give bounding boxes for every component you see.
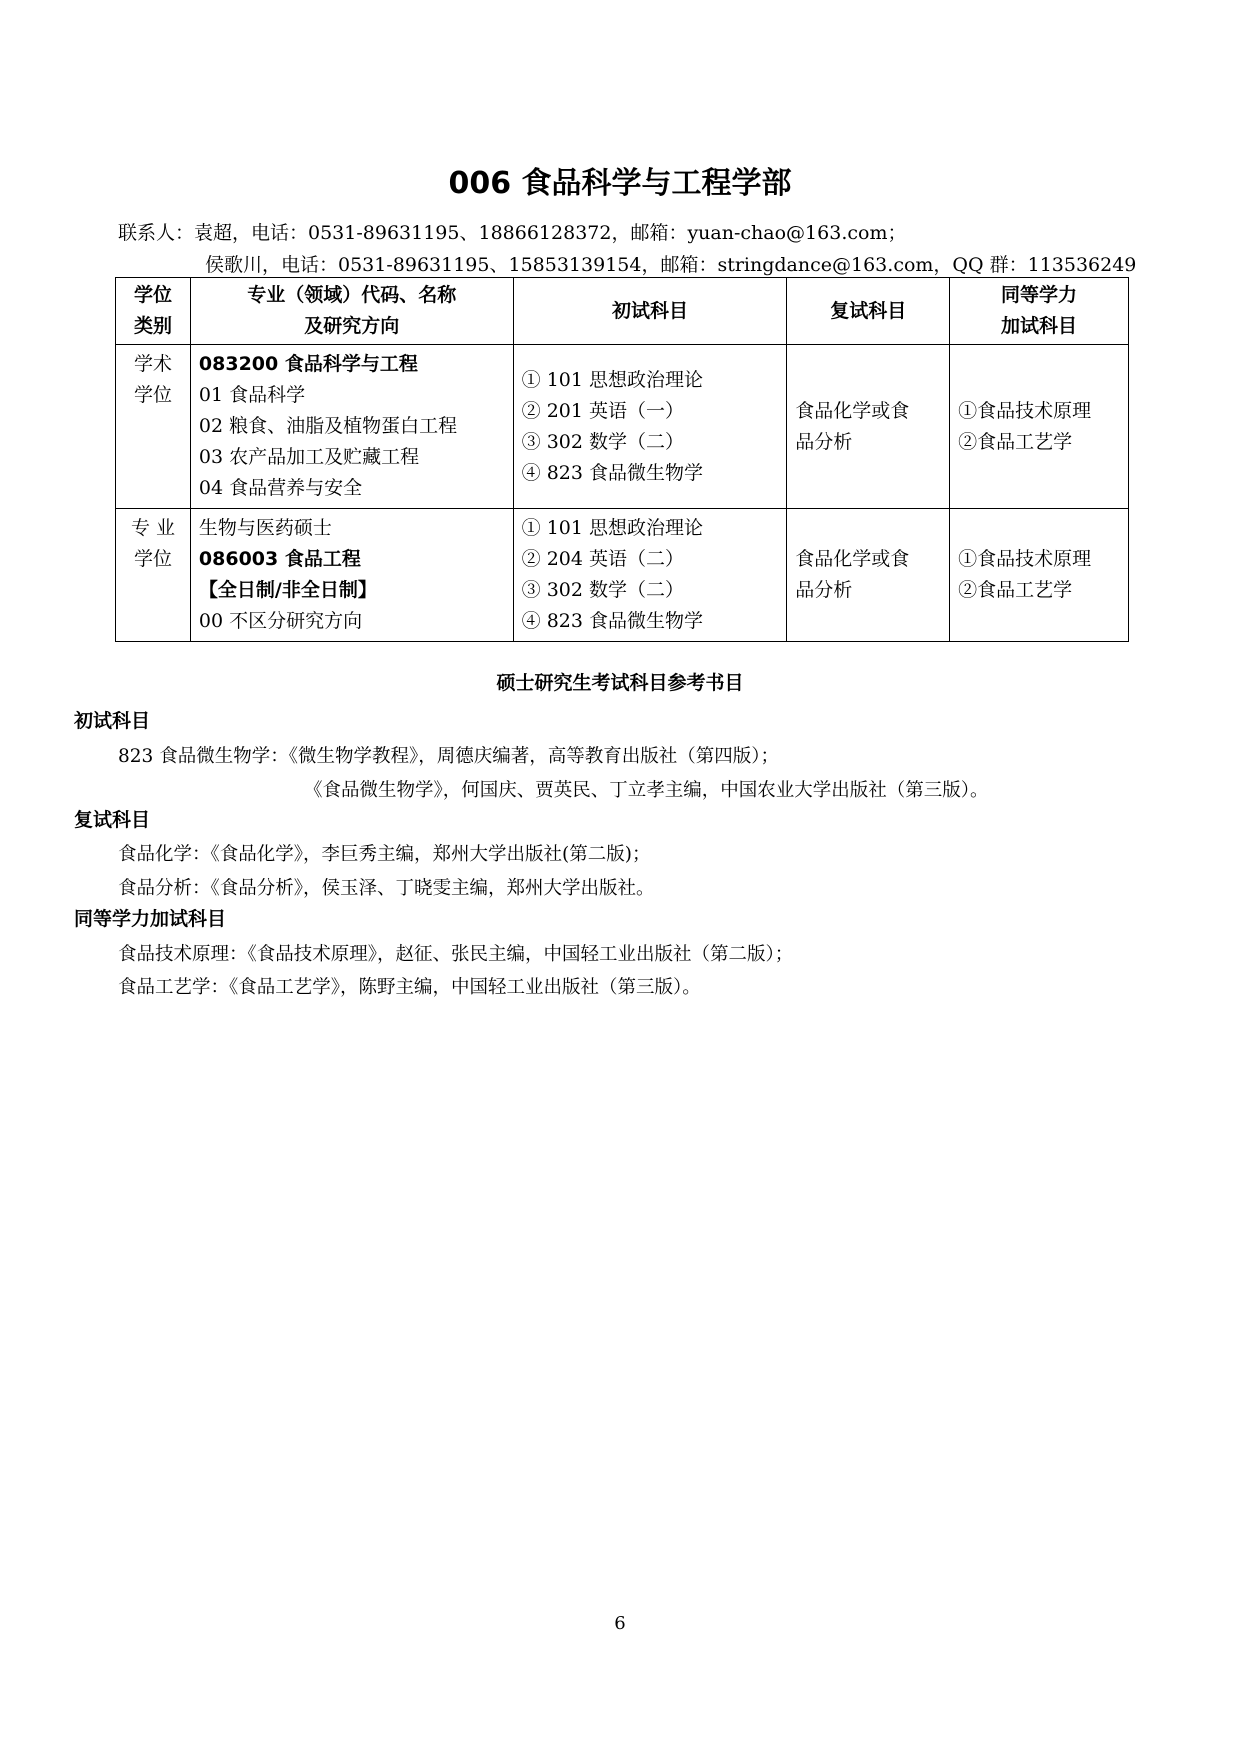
initial-exam-cell: ① 101 思想政治理论 ② 204 英语（二） ③ 302 数学（二） ④ 823 食品微生物学 [513, 509, 787, 642]
major-pre: 生物与医药硕士 [198, 517, 332, 539]
degree-category: 专 业 学位 [116, 509, 191, 642]
header-extra: 同等学力 加试科目 [950, 278, 1129, 345]
retest-cell: 食品化学或食 品分析 [787, 345, 950, 509]
reference-line: 食品化学：《食品化学》，李巨秀主编，郑州大学出版社(第二版)； [118, 844, 651, 865]
table-row [116, 345, 1129, 509]
page-number: 6 [614, 1613, 626, 1634]
section-retest-label: 复试科目 [74, 809, 151, 831]
header-major: 专业（领域）代码、名称 及研究方向 [190, 278, 513, 345]
major-cell [190, 345, 513, 509]
reference-line: 《食品微生物学》，何国庆、贾英民、丁立孝主编，中国农业大学出版社（第三版）。 [304, 780, 989, 801]
reference-line: 食品分析：《食品分析》，侯玉泽、丁晓雯主编，郑州大学出版社。 [118, 878, 655, 899]
major-title: 086003 食品工程 [198, 548, 361, 570]
extra-cell: ①食品技术原理 ②食品工艺学 [950, 509, 1129, 642]
reference-line: 823 食品微生物学：《微生物学教程》，周德庆编著，高等教育出版社（第四版）； [118, 746, 779, 767]
section-extra-label: 同等学力加试科目 [74, 908, 227, 930]
contact-line-2: 侯歌川，电话：0531-89631195、15853139154，邮箱：stringdance@163.com，QQ 群：113536249 [205, 254, 1137, 276]
table-row [116, 509, 1129, 642]
research-direction: 03 农产品加工及贮藏工程 [198, 446, 420, 468]
retest-cell: 食品化学或食 品分析 [787, 509, 950, 642]
major-title: 083200 食品科学与工程 [198, 353, 418, 375]
page-title: 006 食品科学与工程学部 [448, 166, 792, 201]
major-cell [190, 509, 513, 642]
reference-line: 食品技术原理：《食品技术原理》，赵征、张民主编，中国轻工业出版社（第二版）； [118, 944, 794, 965]
research-direction: 00 不区分研究方向 [198, 610, 363, 632]
references-heading: 硕士研究生考试科目参考书目 [496, 672, 744, 694]
research-direction: 01 食品科学 [198, 384, 306, 406]
extra-cell: ①食品技术原理 ②食品工艺学 [950, 345, 1129, 509]
header-initial-exam: 初试科目 [513, 278, 787, 345]
section-initial-label: 初试科目 [74, 710, 151, 732]
research-direction: 02 粮食、油脂及植物蛋白工程 [198, 415, 458, 437]
header-degree-type: 学位 类别 [116, 278, 191, 345]
table-header-row [116, 278, 1129, 345]
header-retest: 复试科目 [787, 278, 950, 345]
research-direction: 04 食品营养与安全 [198, 477, 363, 499]
reference-line: 食品工艺学：《食品工艺学》，陈野主编，中国轻工业出版社（第三版）。 [118, 977, 701, 998]
contact-line-1: 联系人：袁超，电话：0531-89631195、18866128372，邮箱：yuan-chao@163.com； [118, 222, 907, 244]
study-mode: 【全日制/非全日制】 [198, 579, 377, 601]
initial-exam-cell: ① 101 思想政治理论 ② 201 英语（一） ③ 302 数学（二） ④ 823 食品微生物学 [513, 345, 787, 509]
degree-category: 学术 学位 [116, 345, 191, 509]
program-table [115, 277, 1129, 642]
